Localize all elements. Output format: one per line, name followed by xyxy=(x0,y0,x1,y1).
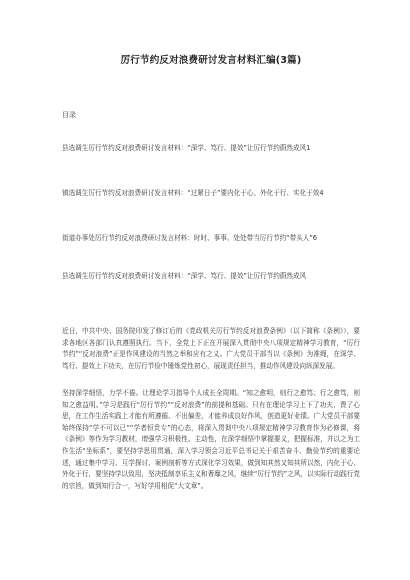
paragraph-deep-study: 坚持深学细悟，力学不倦。让理论学习指导个人成长全周期。“知之愈明，则行之愈笃；行之愈笃，则知之愈益明。”学习是践行“厉行节约”“反对浪费”的前提和基础。只有在理论学习上下了功夫、费了心思，在工作生活实践上才能有所遵循、不出偏差，才能养成良好作风，创造更好业绩。广大党员干部要始终保持“学不可以已”“学者恒贵专”的心态，将深入贯彻中央八项规定精神学习教育作为必修课，将《条例》等作为学习教材，增强学习积极性、主动性，在深学细悟中掌握要义，把握标准，并以之为工作生活“坐标系”，要坚持学思用贯通，深入学习领会习近平总书记关于艰苦奋斗、勤俭节约的重要论述，通过集中学习、互学探讨、案例剖析等方式深化学习效果，做到知其然又知其所以然，内化于心、外化于行，要坚持学以致用，坚决抵制享乐主义和奢靡之风，继续“厉行节约”之风，以实际行动践行党的宗旨，做到知行合一，写好学用相促“大文章”。 xyxy=(62,389,360,490)
document-title: 厉行节约反对浪费研讨发言材料汇编(3篇) xyxy=(120,55,302,66)
toc-item-3[interactable]: 街道办事处厉行节约反对浪费研讨发言材料：时时、事事、处处带当厉行节约“带头人”6 xyxy=(62,234,317,242)
toc-heading: 目录 xyxy=(62,111,76,119)
paragraph-intro: 近日，中共中央、国务院印发了修订后的《党政机关厉行节约反对浪费条例》（以下简称《条例》），要求各地区各部门认真遵照执行。当下，全党上下正在开展深入贯彻中央八项规定精神学习教育，“厉行节约”“反对浪费”正是作风建设的当然之举和应有之义。广大党员干部当以《条例》为准绳，在深学、笃行、提效上下功夫，在厉行节俭中锤炼党性初心，展现责任担当，推动作风建设向纵深发展。 xyxy=(62,327,360,370)
toc-item-2[interactable]: 镇选调生厉行节约反对浪费研讨发言材料：“过紧日子”要内化于心、外化于行、实化于效4 xyxy=(62,189,324,197)
toc-item-1[interactable]: 县选调生厉行节约反对浪费研讨发言材料：“深学、笃行、提效”让厉行节约蔚然成风1 xyxy=(62,144,311,152)
toc-item-4[interactable]: 县选调生厉行节约反对浪费研讨发言材料：“深学、笃行、提效”让厉行节约蔚然成风 xyxy=(62,272,307,280)
